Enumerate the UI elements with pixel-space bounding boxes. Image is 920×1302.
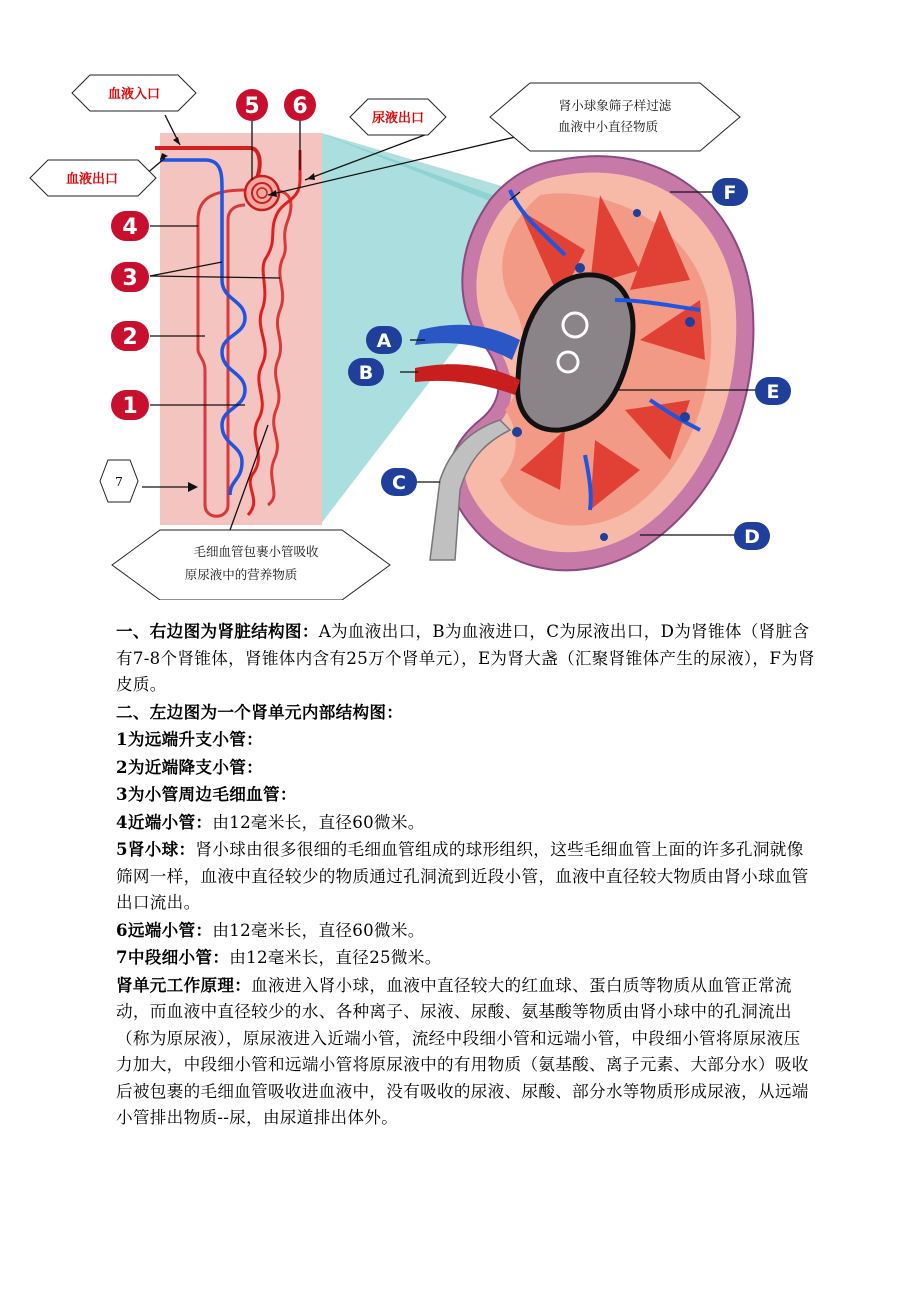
item-body: 由12毫米长，直径60微米。 [212,812,425,832]
item-heading: 1为远端升支小管： [116,729,263,749]
badge-A [366,326,402,354]
para-body: A为血液出口，B为血液进口，C为尿液出口，D为肾锥体（肾脏含有7-8个肾锥体，肾锥体内含有25万个肾单元），E为肾大盏（汇聚肾锥体产生的尿液），F为肾皮质。 [116,622,815,694]
para-heading: 二、左边图为一个肾单元内部结构图： [116,701,404,722]
item-heading: 2为近端降支小管： [116,756,263,777]
para-heading: 一、右边图为肾脏结构图： [116,621,319,641]
badge-5 [236,89,268,121]
item-4 [116,809,816,837]
badge-3 [111,262,149,292]
badge-6 [284,89,316,121]
svg-text:C: C [392,472,406,494]
item-heading: 6远端小管： [116,919,213,940]
callout-glomerulus-note [490,83,740,151]
label-blood-in: 血液入口 [107,87,161,102]
para-kidney-structure [116,618,816,699]
badge-1 [111,390,149,420]
svg-text:4: 4 [122,215,138,240]
callout-seven [100,460,138,502]
callout-blood-out [30,160,156,196]
badge-E [755,377,791,405]
item-2 [116,754,816,782]
svg-text:A: A [376,330,392,352]
badge-4 [111,211,149,241]
svg-text:5: 5 [244,94,260,119]
item-1 [116,726,816,754]
callout-capillary-note [112,530,390,600]
svg-text:D: D [744,526,760,548]
item-body: 由12毫米长，直径25微米。 [229,948,442,967]
badge-C [381,468,417,496]
item-heading: 7中段细小管： [116,947,230,967]
glomerulus-note-line1: 肾小球象筛子样过滤 [558,98,672,113]
item-heading: 肾单元工作原理： [116,974,252,995]
callout-urine-out [350,99,446,135]
glomerulus-note-line2: 血液中小直径物质 [557,119,659,134]
label-seven: 7 [115,474,123,489]
item-heading: 3为小管周边毛细血管： [116,784,297,804]
svg-text:E: E [766,381,780,403]
svg-text:2: 2 [122,325,138,350]
item-5 [116,836,816,917]
item-3 [116,781,816,809]
badge-B [348,358,384,386]
item-heading: 4近端小管： [116,811,213,832]
badge-2 [111,321,149,351]
item-body: 由12毫米长，直径60微米。 [212,920,425,940]
badge-D [734,522,770,550]
item-6 [116,917,816,945]
svg-text:1: 1 [122,394,138,419]
svg-text:3: 3 [122,266,138,291]
item-working-principle [116,972,816,1132]
svg-text:F: F [723,182,737,204]
label-urine-out: 尿液出口 [371,111,425,126]
capillary-note-line2: 原尿液中的营养物质 [184,567,298,582]
svg-text:B: B [358,362,374,384]
capillary-note-line1: 毛细血管包裹小管吸收 [193,544,319,559]
callout-blood-in [72,75,196,111]
item-body: 肾小球由很多很细的毛细血管组成的球形组织，这些毛细血管上面的许多孔洞就像筛网一样，血液中直径较少的物质通过孔洞流到近段小管，血液中直径较大物质由肾小球血管出口流出。 [116,840,809,912]
label-blood-out: 血液出口 [65,172,119,187]
item-7 [116,944,816,972]
item-heading: 5肾小球： [116,839,196,859]
svg-text:6: 6 [292,94,308,119]
badge-F [712,178,748,206]
item-body: 血液进入肾小球，血液中直径较大的红血球、蛋白质等物质从血管正常流动，而血液中直径较少的水、各种离子、尿液、尿酸、氨基酸等物质由肾小球中的孔洞流出（称为原尿液），原尿液进入近端小管，流经中段细小管和远端小管，中段细小管将原尿液压力加大，中段细小管和远端小管将原尿液中的有用物质（氨基酸、离子元素、大部分水）吸收后被包裹的毛细血管吸收进血液中，没有吸收的尿液、尿酸、部分水等物质形成尿液，从远端小管排出物质--尿，由尿道排出体外。 [116,975,809,1127]
explanation-text [116,618,816,1132]
para-nephron-heading [116,699,816,727]
kidney-nephron-diagram [0,0,920,600]
